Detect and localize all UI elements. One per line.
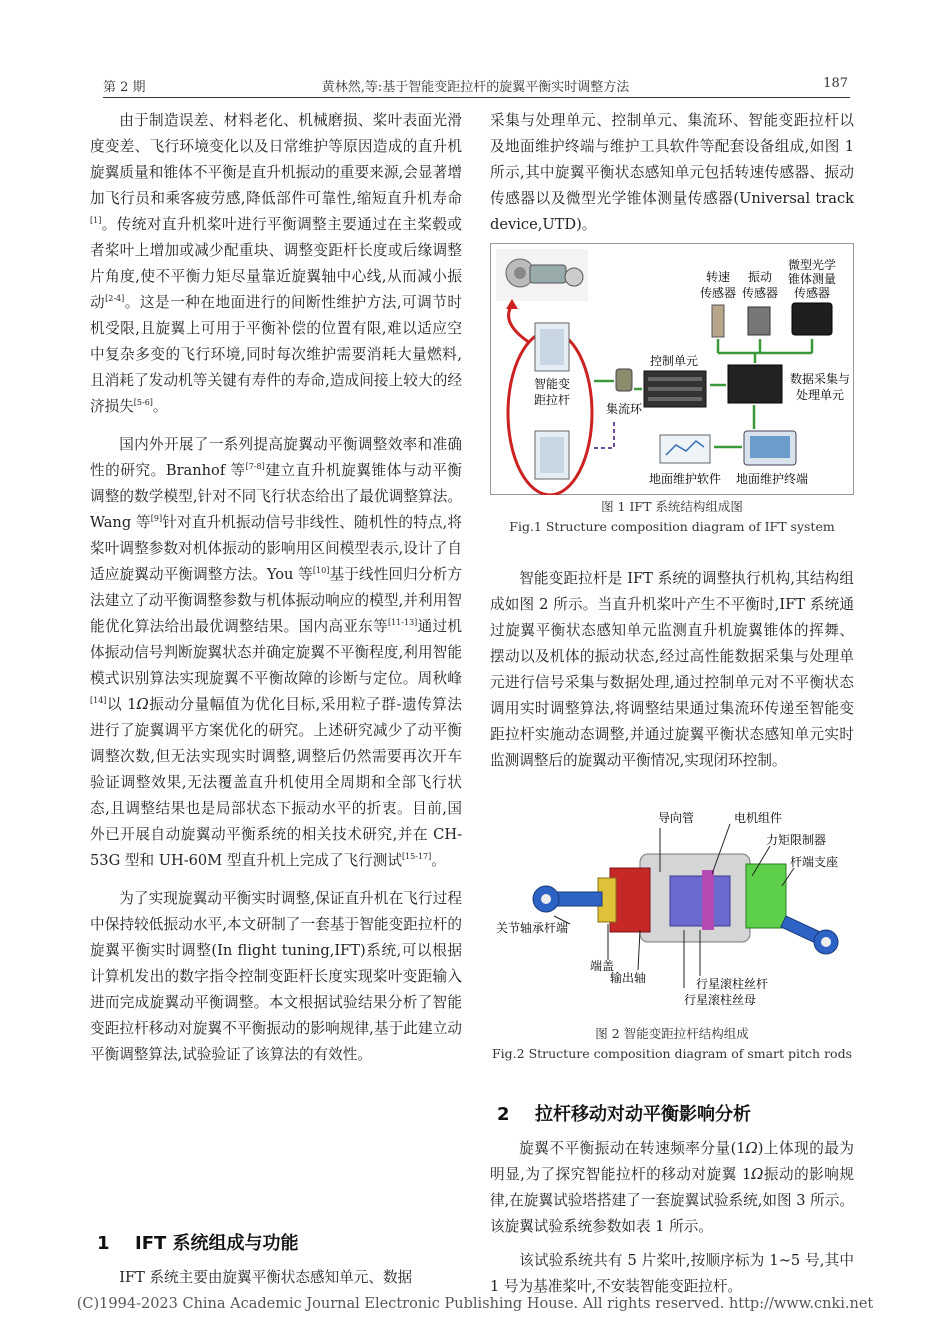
citation[interactable]: [10] (312, 566, 330, 575)
section-2-heading: 2 拉杆移动对动平衡影响分析 (497, 1104, 751, 1125)
label-speed-sensor-2: 传感器 (699, 286, 737, 300)
figure-2-caption-cn: 图 2 智能变距拉杆结构组成 (595, 1026, 749, 1041)
figure-2-caption-en: Fig.2 Structure composition diagram of smart pitch rods (492, 1046, 852, 1061)
left-column-tail (90, 1265, 462, 1291)
label-vib-sensor-2: 传感器 (741, 286, 779, 300)
figure-2 (490, 806, 854, 1012)
paragraph-intro-2: 国内外开展了一系列提高旋翼动平衡调整效率和准确性的研究。Branhof 等[7-8]建立直升机旋翼锥体与动平衡调整的数学模型,针对不同飞行状态给出了最优调整算法。Wang 等[9]针对直升机振动信号非线性、随机性的特点,将桨叶调整参数对机体振动的影响用区间模型表示,设计了自适应旋翼动平衡调整方法。You 等[10]基于线性回归分析方法建立了动平衡调整参数与机体振动响应的模型,并利用智能优化算法给出最优调整结果。国内高亚东等[11-13]通过机体振动信号判断旋翼状态并确定旋翼不平衡程度,利用智能模式识别算法实现旋翼不平衡故障的诊断与定位。周秋峰[14]以 1Ω振动分量幅值为优化目标,采用粒子群-遗传算法进行了旋翼调平方案优化的研究。上述研究减少了动平衡调整次数,但无法实现实时调整,调整后仍然需要再次开车验证调整效果,无法覆盖直升机使用全周期和全部飞行状态,且调整结果也是局部状态下振动水平的折衷。目前,国外已开展自动旋翼动平衡系统的相关技术研究,并在 CH-53G 型和 UH-60M 型直升机上完成了飞行测试[15-17]。 (90, 436, 462, 869)
citation[interactable]: [14] (90, 696, 107, 705)
right-column-top (490, 108, 854, 238)
paragraph-smart-rod: 智能变距拉杆是 IFT 系统的调整执行机构,其结构组成如图 2 所示。当直升机桨叶产生不平衡时,IFT 系统通过旋翼平衡状态感知单元监测直升机旋翼锥体的挥舞、摆动以及机体的振动状态,经过高性能数据采集与处理单元进行信号采集与数据处理,通过控制单元对不平衡状态调用实时调整算法,将调整结果通过集流环传递至智能变距拉杆实施动态调整,并通过旋翼平衡状态感知单元实时监测调整后的旋翼动平衡情况,实现闭环控制。 (490, 570, 854, 769)
label-vib-sensor: 振动 (747, 270, 773, 284)
left-column (90, 108, 462, 1068)
label-ground-terminal: 地面维护终端 (735, 472, 809, 486)
paragraph-section2-1: 旋翼不平衡振动在转速频率分量(1Ω)上体现的最为明显,为了探究智能拉杆的移动对旋翼 1Ω振动的影响规律,在旋翼试验塔搭建了一套旋翼试验系统,如图 3 所示。该旋翼试验系统参数如表 1 所示。 (490, 1140, 854, 1235)
label-speed-sensor: 转速 (705, 270, 731, 284)
figure-1 (490, 243, 854, 495)
label-daq-2: 处理单元 (795, 388, 845, 402)
label-torque-limiter: 力矩限制器 (766, 833, 827, 847)
utd-device (792, 303, 832, 335)
citation[interactable]: [9] (150, 514, 163, 523)
label-smart-rod: 智能变 (533, 377, 571, 391)
paragraph-ift-components: 采集与处理单元、控制单元、集流环、智能变距拉杆以及地面维护终端与维护工具软件等配套设备组成,如图 1 所示,其中旋翼平衡状态感知单元包括转速传感器、振动传感器以及微型光学锥体测量传感器(Universal track device,UTD)。 (490, 112, 854, 233)
right-column-bottom (490, 1136, 854, 1300)
vib-sensor-device (748, 307, 770, 335)
citation[interactable]: [15-17] (401, 852, 432, 861)
rod-body (533, 854, 838, 954)
label-output-shaft: 输出轴 (610, 971, 647, 985)
ground-software-screen (660, 435, 710, 463)
label-utd-3: 传感器 (793, 286, 831, 300)
speed-sensor-device (712, 305, 724, 337)
paragraph-intro-3: 为了实现旋翼动平衡实时调整,保证直升机在飞行过程中保持较低振动水平,本文研制了一套基于智能变距拉杆的旋翼平衡实时调整(In flight tuning,IFT)系统,可以根据计算机发出的数字指令控制变距杆长度实现桨叶变距输入进而完成旋翼动平衡调整。本文根据试验结果分析了智能变距拉杆移动对旋翼不平衡振动的影响规律,基于此建立动平衡调整算法,试验验证了该算法的有效性。 (90, 890, 462, 1063)
figure-1-diagram (490, 243, 854, 495)
citation[interactable]: [5-6] (133, 398, 153, 407)
paragraph-intro-1: 由于制造误差、材料老化、机械磨损、桨叶表面光滑度变差、飞行环境变化以及日常维护等原因造成的直升机旋翼质量和锥体不平衡是直升机振动的重要来源,会显著增加飞行员和乘客疲劳感,降低部件可靠性,缩短直升机寿命[1]。传统对直升机桨叶进行平衡调整主要通过在主桨毂或者桨叶上增加或减少配重块、调整变距杆长度或后缘调整片角度,使不平衡力矩尽量靠近旋翼轴中心线,从而减小振动[2-4]。这是一种在地面进行的间断性维护方法,可调节时机受限,且旋翼上可用于平衡补偿的位置有限,难以适应空中复杂多变的飞行环境,同时每次维护需要消耗大量燃料,且消耗了发动机等关键有寿件的寿命,造成间接上较大的经济损失[5-6]。 (90, 112, 462, 415)
label-joint-bearing: 关节轴承杆端 (496, 921, 569, 935)
slip-ring-device (616, 369, 632, 391)
label-end-cap: 端盖 (590, 959, 615, 973)
label-rod-support: 杆端支座 (790, 855, 839, 869)
label-control-unit: 控制单元 (649, 354, 699, 368)
citation[interactable]: [7-8] (245, 462, 265, 471)
smart-rod-stack-bottom (535, 431, 569, 479)
header-rule (103, 97, 850, 98)
paragraph-section1-1: IFT 系统主要由旋翼平衡状态感知单元、数据 (119, 1269, 413, 1286)
figure-1-caption-en: Fig.1 Structure composition diagram of IFT system (509, 519, 835, 534)
citation[interactable]: [11-13] (387, 618, 418, 627)
copyright-footer: (C)1994-2023 China Academic Journal Electronic Publishing House. All rights reserved. http://www.cnki.net (76, 1296, 874, 1312)
label-slip-ring: 集流环 (605, 402, 643, 416)
figure-2-diagram (490, 806, 854, 1012)
page-number: 187 (823, 76, 848, 91)
label-planet-screw: 行星滚柱丝杆 (696, 977, 769, 991)
label-motor: 电机组件 (734, 811, 783, 825)
section-1-heading: 1 IFT 系统组成与功能 (97, 1233, 299, 1254)
right-column-mid (490, 566, 854, 774)
label-utd-2: 锥体测量 (787, 272, 837, 286)
label-planet-nut: 行星滚柱丝母 (684, 993, 757, 1007)
figure-1-caption-cn: 图 1 IFT 系统结构组成图 (601, 499, 743, 514)
label-guide-tube: 导向管 (658, 811, 695, 825)
label-smart-rod-2: 距拉杆 (533, 393, 571, 407)
label-utd: 微型光学 (787, 258, 837, 272)
daq-device (728, 365, 782, 403)
label-ground-software: 地面维护软件 (648, 472, 722, 486)
citation[interactable]: [2-4] (105, 294, 125, 303)
citation[interactable]: [1] (90, 216, 102, 225)
label-daq: 数据采集与 (789, 372, 851, 386)
issue-label: 第 2 期 (103, 80, 146, 95)
smart-rod-stack-top (535, 323, 569, 371)
paragraph-section2-2: 该试验系统共有 5 片桨叶,按顺序标为 1~5 号,其中 1 号为基准桨叶,不安装智能变距拉杆。 (490, 1252, 854, 1295)
rod-photo (496, 249, 588, 301)
running-title: 黄林然,等:基于智能变距拉杆的旋翼平衡实时调整方法 (321, 80, 630, 95)
running-header (103, 76, 848, 98)
